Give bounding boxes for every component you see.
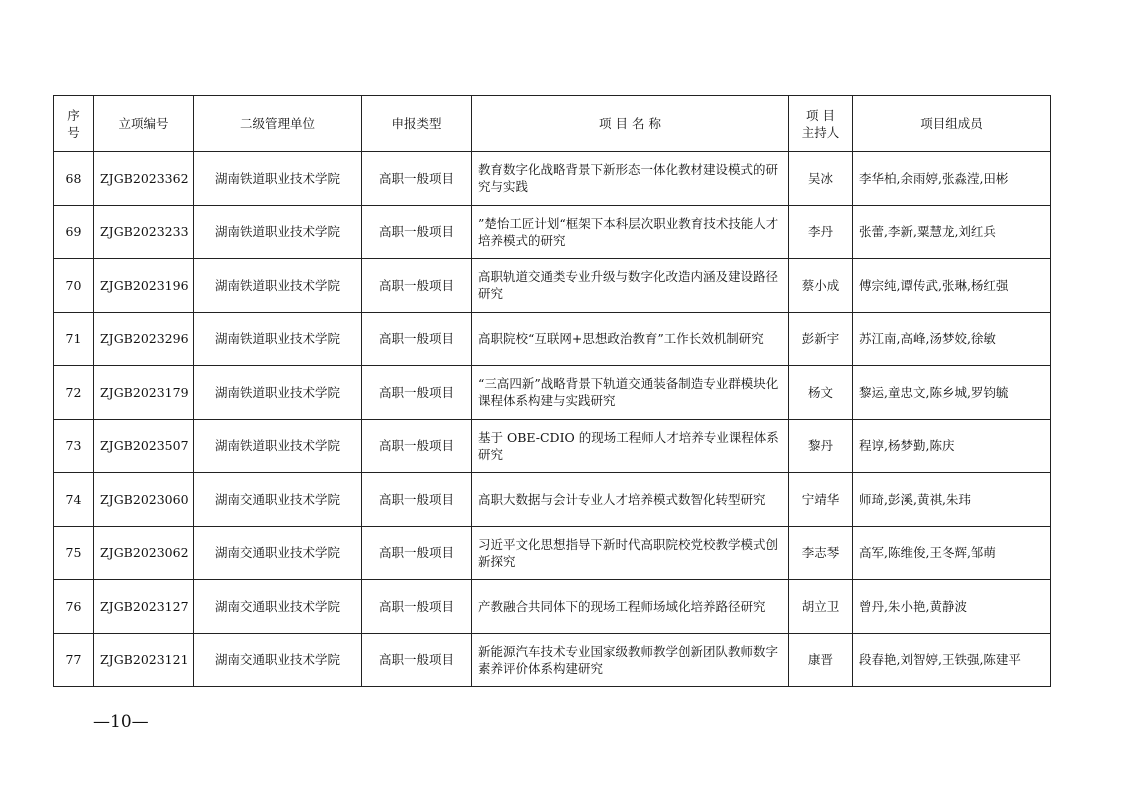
- cell-members: 张蕾,李新,粟慧龙,刘红兵: [853, 205, 1051, 259]
- cell-unit: 湖南铁道职业技术学院: [194, 366, 362, 420]
- header-row: [54, 96, 1051, 152]
- cell-members: 黎运,童忠文,陈乡城,罗钧毓: [853, 366, 1051, 420]
- cell-seq: 72: [54, 366, 94, 420]
- cell-host: 彭新宇: [789, 312, 853, 366]
- table-header: [54, 96, 1051, 152]
- cell-unit: 湖南铁道职业技术学院: [194, 419, 362, 473]
- table-row: [54, 633, 1051, 687]
- cell-code: ZJGB2023062: [94, 526, 194, 580]
- project-table: [53, 95, 1051, 687]
- cell-code: ZJGB2023179: [94, 366, 194, 420]
- cell-type: 高职一般项目: [362, 580, 472, 634]
- cell-host: 黎丹: [789, 419, 853, 473]
- cell-project-name: 习近平文化思想指导下新时代高职院校党校教学模式创新探究: [472, 526, 789, 580]
- cell-type: 高职一般项目: [362, 366, 472, 420]
- cell-type: 高职一般项目: [362, 259, 472, 313]
- header-name: 项 目 名 称: [472, 96, 789, 152]
- cell-unit: 湖南交通职业技术学院: [194, 473, 362, 527]
- cell-seq: 77: [54, 633, 94, 687]
- cell-code: ZJGB2023507: [94, 419, 194, 473]
- cell-host: 宁靖华: [789, 473, 853, 527]
- cell-type: 高职一般项目: [362, 205, 472, 259]
- header-seq: 序 号: [54, 96, 94, 152]
- cell-host: 康晋: [789, 633, 853, 687]
- cell-project-name: 新能源汽车技术专业国家级教师教学创新团队教师数字素养评价体系构建研究: [472, 633, 789, 687]
- header-unit: 二级管理单位: [194, 96, 362, 152]
- cell-seq: 76: [54, 580, 94, 634]
- table-body: [54, 152, 1051, 687]
- cell-project-name: 高职院校“互联网+思想政治教育”工作长效机制研究: [472, 312, 789, 366]
- header-code: 立项编号: [94, 96, 194, 152]
- cell-members: 李华柏,余雨婷,张淼滢,田彬: [853, 152, 1051, 206]
- cell-unit: 湖南交通职业技术学院: [194, 580, 362, 634]
- cell-host: 吴冰: [789, 152, 853, 206]
- header-host: 项 目 主持人: [789, 96, 853, 152]
- cell-members: 程谆,杨梦勤,陈庆: [853, 419, 1051, 473]
- cell-type: 高职一般项目: [362, 152, 472, 206]
- cell-unit: 湖南铁道职业技术学院: [194, 259, 362, 313]
- cell-project-name: ”楚怡工匠计划“框架下本科层次职业教育技术技能人才培养模式的研究: [472, 205, 789, 259]
- cell-type: 高职一般项目: [362, 312, 472, 366]
- cell-code: ZJGB2023127: [94, 580, 194, 634]
- cell-unit: 湖南交通职业技术学院: [194, 633, 362, 687]
- cell-host: 李志琴: [789, 526, 853, 580]
- cell-project-name: “三高四新”战略背景下轨道交通装备制造专业群模块化课程体系构建与实践研究: [472, 366, 789, 420]
- table-row: [54, 205, 1051, 259]
- cell-code: ZJGB2023196: [94, 259, 194, 313]
- cell-type: 高职一般项目: [362, 473, 472, 527]
- cell-type: 高职一般项目: [362, 633, 472, 687]
- table-row: [54, 419, 1051, 473]
- cell-members: 段春艳,刘智婷,王铁强,陈建平: [853, 633, 1051, 687]
- cell-host: 杨文: [789, 366, 853, 420]
- page-number: —10—: [93, 712, 149, 732]
- cell-unit: 湖南铁道职业技术学院: [194, 205, 362, 259]
- cell-seq: 70: [54, 259, 94, 313]
- cell-code: ZJGB2023060: [94, 473, 194, 527]
- cell-members: 苏江南,高峰,汤梦姣,徐敏: [853, 312, 1051, 366]
- cell-code: ZJGB2023362: [94, 152, 194, 206]
- cell-members: 曾丹,朱小艳,黄静波: [853, 580, 1051, 634]
- cell-type: 高职一般项目: [362, 419, 472, 473]
- cell-seq: 71: [54, 312, 94, 366]
- table-row: [54, 259, 1051, 313]
- cell-project-name: 高职大数据与会计专业人才培养模式数智化转型研究: [472, 473, 789, 527]
- cell-unit: 湖南铁道职业技术学院: [194, 312, 362, 366]
- cell-project-name: 教育数字化战略背景下新形态一体化教材建设模式的研究与实践: [472, 152, 789, 206]
- cell-host: 蔡小成: [789, 259, 853, 313]
- table-row: [54, 473, 1051, 527]
- cell-seq: 75: [54, 526, 94, 580]
- cell-host: 胡立卫: [789, 580, 853, 634]
- cell-code: ZJGB2023121: [94, 633, 194, 687]
- table-row: [54, 152, 1051, 206]
- header-type: 申报类型: [362, 96, 472, 152]
- cell-seq: 73: [54, 419, 94, 473]
- cell-members: 师琦,彭溪,黄祺,朱玮: [853, 473, 1051, 527]
- cell-code: ZJGB2023233: [94, 205, 194, 259]
- cell-project-name: 基于 OBE-CDIO 的现场工程师人才培养专业课程体系研究: [472, 419, 789, 473]
- header-members: 项目组成员: [853, 96, 1051, 152]
- cell-code: ZJGB2023296: [94, 312, 194, 366]
- cell-seq: 69: [54, 205, 94, 259]
- cell-members: 高军,陈维俊,王冬辉,邹萌: [853, 526, 1051, 580]
- cell-members: 傅宗纯,谭传武,张琳,杨红强: [853, 259, 1051, 313]
- cell-unit: 湖南交通职业技术学院: [194, 526, 362, 580]
- cell-seq: 68: [54, 152, 94, 206]
- cell-host: 李丹: [789, 205, 853, 259]
- cell-project-name: 产教融合共同体下的现场工程师场域化培养路径研究: [472, 580, 789, 634]
- cell-project-name: 高职轨道交通类专业升级与数字化改造内涵及建设路径研究: [472, 259, 789, 313]
- table-row: [54, 312, 1051, 366]
- table-row: [54, 580, 1051, 634]
- table-row: [54, 526, 1051, 580]
- cell-type: 高职一般项目: [362, 526, 472, 580]
- table-row: [54, 366, 1051, 420]
- cell-unit: 湖南铁道职业技术学院: [194, 152, 362, 206]
- cell-seq: 74: [54, 473, 94, 527]
